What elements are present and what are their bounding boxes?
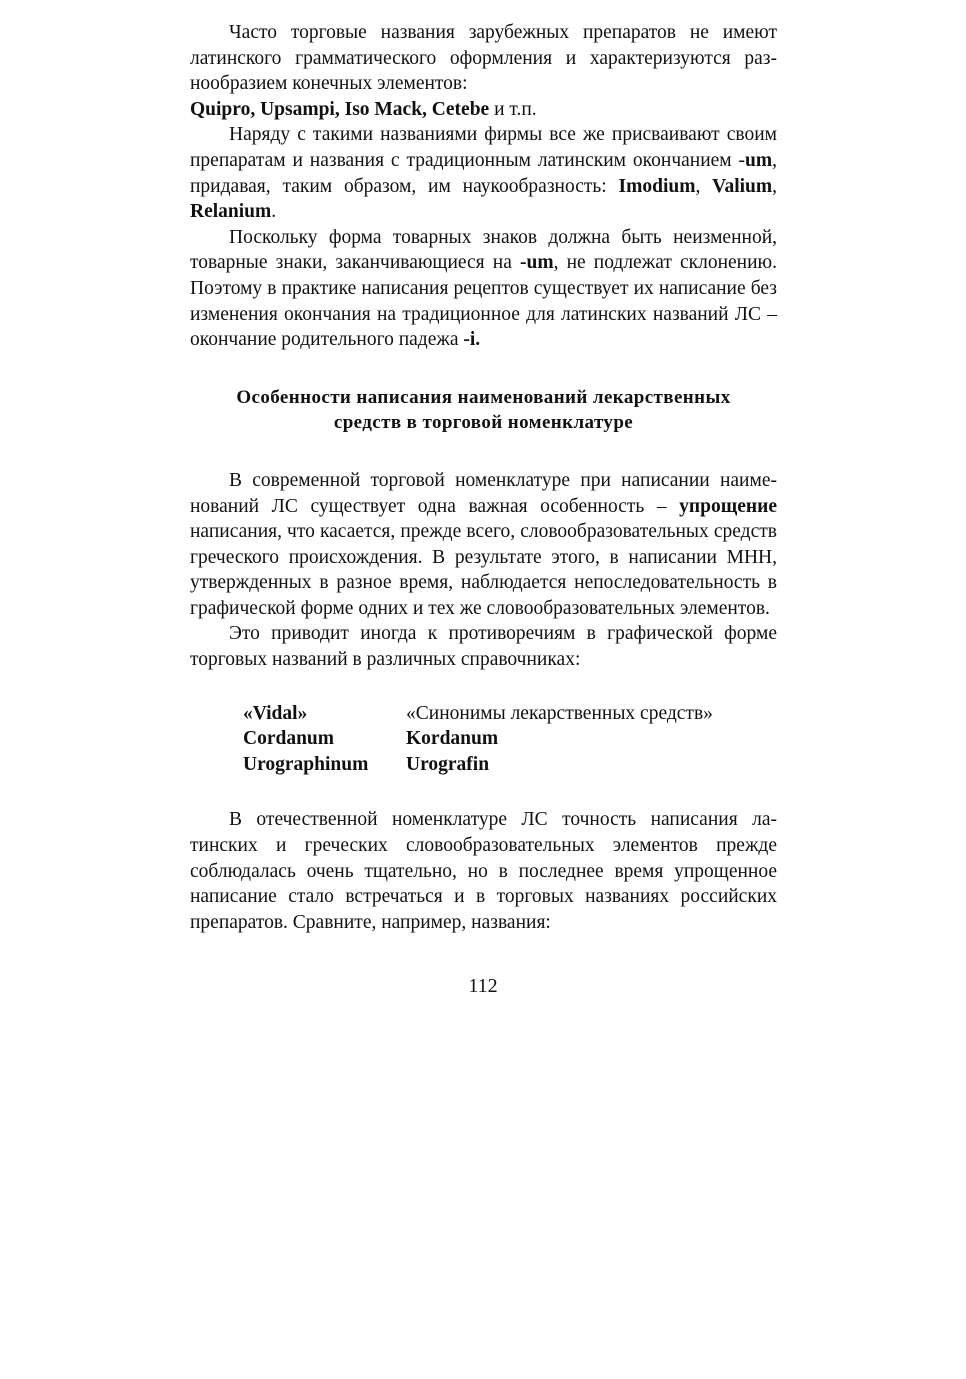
comparison-header-row [243,701,713,727]
paragraph-latin-ending: Наряду с такими названиями фирмы все же присваивают своим препаратам и названия с традиционным латинским окончанием -um, придавая, таким образом, им наукообразность: Imodium, Valium, Relanium. [190,124,777,223]
comparison-cell-left: Urographinum [243,753,369,775]
genitive-ending: -i. [463,329,481,351]
comparison-cell-right: Kordanum [406,728,499,750]
paragraph-trade-names: Часто торговые названия зарубежных препаратов не имеют латинского грамматического оформления и характеризуются разнообразием конечных элементов: [190,22,777,95]
examples-suffix: и т.п. [489,98,537,120]
comparison-header-left: «Vidal» [243,702,308,724]
examples-line [190,97,777,123]
comparison-cell-left: Cordanum [243,728,335,750]
paragraph-trademark-declension: Поскольку форма товарных знаков должна быть неизменной, товарные знаки, заканчивающиеся на -um, не подлежат склонению. Поэтому в практике написания рецептов существует их написание без изменения окончания на традиционное для латинских названий ЛС – окончание родительного падежа -i. [190,226,777,351]
comparison-cell-right: Urografin [406,753,490,775]
section-heading-line1: Особенности написания наименований лекарственных [236,386,731,408]
paragraph-contradictions: Это приводит иногда к противоречиям в графической форме торговых названий в различных справочниках: [190,623,777,671]
page-number: 112 [468,975,498,997]
ending-um: um [745,149,773,171]
emphasis-simplification: упрощение [679,495,777,517]
drug-name-imodium: Imodium [618,175,696,197]
ending-um-2: -um [519,252,554,274]
drug-name-relanium: Relanium [190,201,272,223]
comparison-row [243,752,713,778]
section-heading-line2: средств в торговой номенклатуре [333,412,634,434]
section-heading [190,385,777,436]
paragraph-simplification: В современной торговой номенклатуре при написании наименований ЛС существует одна важная особенность – упрощение написания, что касается, прежде всего, словообразовательных средств греческого происхождения. В результате этого, в написании МНН, утвержденных в разное время, наблюдается непоследовательность в графической форме одних и тех же словообразовательных элементов. [190,469,777,619]
paragraph-domestic-nomenclature: В отечественной номенклатуре ЛС точность написания латинских и греческих словообразовательных элементов прежде соблюдалась очень тщательно, но в последнее время упрощенное написание стало встречаться и в торговых названиях российских препаратов. Сравните, например, названия: [190,809,777,933]
comparison-row [243,726,713,752]
comparison-header-right: «Синонимы лекарственных средств» [406,702,713,724]
drug-name-valium: Valium [712,175,773,197]
foreign-trade-names: Quipro, Upsampi, Iso Mack, Cetebe [190,98,490,120]
page-body [190,20,777,935]
comparison-table [243,701,713,778]
